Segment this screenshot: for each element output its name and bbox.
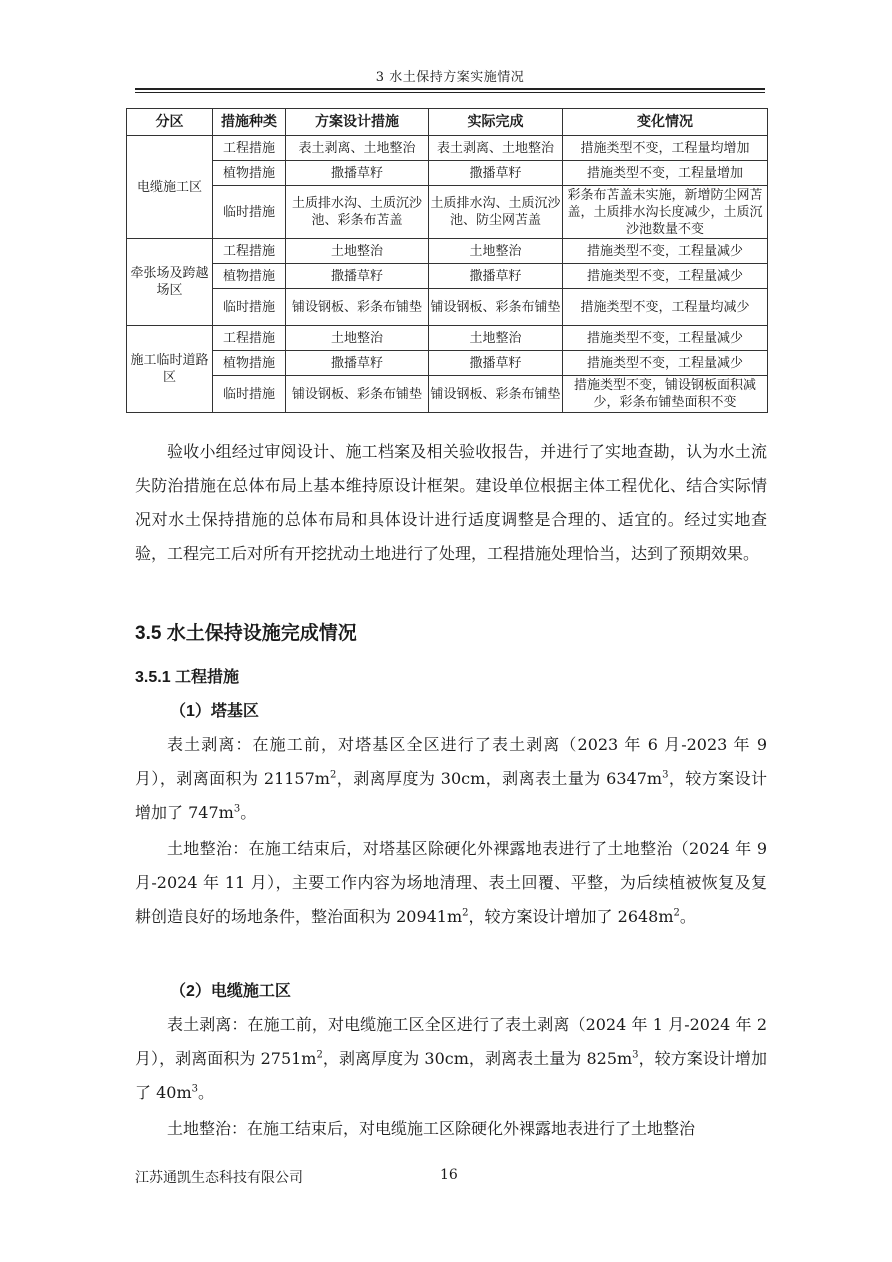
- superscript: 3: [191, 1083, 198, 1095]
- table-cell: 措施类型不变，工程量均增加: [563, 136, 768, 161]
- measures-table: [126, 108, 768, 413]
- table-cell: 措施类型不变，工程量减少: [563, 351, 768, 376]
- table-cell: 措施类型不变，工程量减少: [563, 326, 768, 351]
- table-cell: 临时措施: [213, 186, 286, 239]
- table-cell: 铺设钢板、彩条布铺垫: [286, 289, 429, 326]
- table-row: [127, 161, 768, 186]
- table-cell: 临时措施: [213, 376, 286, 413]
- superscript: 2: [673, 907, 680, 919]
- table-cell: 土地整治: [286, 326, 429, 351]
- table-row: [127, 186, 768, 239]
- table-cell: 铺设钢板、彩条布铺垫: [286, 376, 429, 413]
- table-header-row: [127, 109, 768, 136]
- table-cell: 植物措施: [213, 161, 286, 186]
- text-run: ，剥离厚度为 30cm，剥离表土量为 825m: [322, 1049, 633, 1068]
- th-zone: 分区: [127, 109, 213, 136]
- zone-cell: 电缆施工区: [127, 136, 213, 239]
- table-cell: 措施类型不变，工程量均减少: [563, 289, 768, 326]
- superscript: 2: [462, 907, 469, 919]
- cable-zone-heading: （2）电缆施工区: [170, 983, 291, 1000]
- table-cell: 铺设钢板、彩条布铺垫: [429, 289, 563, 326]
- text-run: ，较方案设计增加了 40m: [135, 1049, 767, 1102]
- text-run: 表土剥离：在施工前，对电缆施工区全区进行了表土剥离（2024 年 1 月-2024 年 2 月），剥离面积为 2751m: [135, 1015, 767, 1068]
- th-type: 措施种类: [213, 109, 286, 136]
- table-cell: 土地整治: [429, 239, 563, 264]
- page-number: 16: [440, 1167, 458, 1183]
- text-run: 。: [240, 803, 257, 822]
- text-run: ，较方案设计增加了 2648m: [468, 907, 674, 926]
- table-cell: 措施类型不变，工程量减少: [563, 239, 768, 264]
- table-cell: 工程措施: [213, 136, 286, 161]
- superscript: 2: [329, 769, 337, 781]
- table-cell: 撒播草籽: [429, 161, 563, 186]
- tower-topsoil-paragraph: [135, 728, 767, 830]
- table-row: [127, 326, 768, 351]
- running-header: 3 水土保持方案实施情况: [375, 70, 525, 85]
- table-cell: 表土剥离、土地整治: [286, 136, 429, 161]
- table-cell: 措施类型不变，工程量减少: [563, 264, 768, 289]
- superscript: 2: [316, 1049, 323, 1061]
- table-row: [127, 376, 768, 413]
- tower-base-heading: （1）塔基区: [170, 703, 259, 720]
- zone-cell: 施工临时道路区: [127, 326, 213, 413]
- table-row: [127, 136, 768, 161]
- text-run: 土地整治：在施工结束后，对塔基区除硬化外裸露地表进行了土地整治（2024 年 9 月-2024 年 11 月），主要工作内容为场地清理、表土回覆、平整，为后续植被恢复及复耕创造良好的场地条件，整治面积为 20941m: [135, 839, 767, 926]
- table-cell: 土质排水沟、土质沉沙池、防尘网苫盖: [429, 186, 563, 239]
- text-run: 。: [679, 907, 696, 926]
- table-cell: 土地整治: [286, 239, 429, 264]
- section-heading: 3.5 水土保持设施完成情况: [135, 623, 357, 644]
- header-rule: [135, 88, 765, 93]
- text-run: ，剥离厚度为 30cm，剥离表土量为 6347m: [336, 769, 663, 788]
- th-design: 方案设计措施: [286, 109, 429, 136]
- table-cell: 彩条布苫盖未实施，新增防尘网苫盖，土质排水沟长度减少，土质沉沙池数量不变: [563, 186, 768, 239]
- th-change: 变化情况: [563, 109, 768, 136]
- tower-grading-paragraph: [135, 832, 767, 934]
- text-run: 。: [198, 1083, 215, 1102]
- table-cell: 土地整治: [429, 326, 563, 351]
- footer-company: 江苏通凯生态科技有限公司: [135, 1170, 303, 1186]
- table-cell: 铺设钢板、彩条布铺垫: [429, 376, 563, 413]
- subsection-heading: 3.5.1 工程措施: [135, 669, 240, 686]
- table-row: [127, 239, 768, 264]
- cable-grading-paragraph: 土地整治：在施工结束后，对电缆施工区除硬化外裸露地表进行了土地整治: [167, 1119, 696, 1138]
- th-actual: 实际完成: [429, 109, 563, 136]
- table-cell: 措施类型不变，工程量增加: [563, 161, 768, 186]
- review-paragraph: 验收小组经过审阅设计、施工档案及相关验收报告，并进行了实地查勘，认为水土流失防治措施在总体布局上基本维持原设计框架。建设单位根据主体工程优化、结合实际情况对水土保持措施的总体布局和具体设计进行适度调整是合理的、适宜的。经过实地查验，工程完工后对所有开挖扰动土地进行了处理，工程措施处理恰当，达到了预期效果。: [135, 442, 767, 563]
- table-row: [127, 289, 768, 326]
- table-row: [127, 264, 768, 289]
- table-cell: 表土剥离、土地整治: [429, 136, 563, 161]
- superscript: 3: [233, 803, 241, 815]
- text-run: ，较方案设计增加了 747m: [135, 769, 767, 822]
- table-cell: 撒播草籽: [286, 351, 429, 376]
- zone-cell: 牵张场及跨越场区: [127, 239, 213, 326]
- table-cell: 临时措施: [213, 289, 286, 326]
- table-cell: 措施类型不变，铺设钢板面积减少，彩条布铺垫面积不变: [563, 376, 768, 413]
- table-cell: 土质排水沟、土质沉沙池、彩条布苫盖: [286, 186, 429, 239]
- text-run: 表土剥离：在施工前，对塔基区全区进行了表土剥离（2023 年 6 月-2023 年 9 月），剥离面积为 21157m: [135, 735, 767, 788]
- table-cell: 撒播草籽: [286, 161, 429, 186]
- superscript: 3: [662, 769, 669, 781]
- table-cell: 植物措施: [213, 264, 286, 289]
- table-cell: 撒播草籽: [429, 264, 563, 289]
- cable-topsoil-paragraph: [135, 1008, 767, 1110]
- superscript: 3: [632, 1049, 639, 1061]
- table-cell: 工程措施: [213, 239, 286, 264]
- table-cell: 撒播草籽: [429, 351, 563, 376]
- table-row: [127, 351, 768, 376]
- table-cell: 撒播草籽: [286, 264, 429, 289]
- table-cell: 植物措施: [213, 351, 286, 376]
- table-cell: 工程措施: [213, 326, 286, 351]
